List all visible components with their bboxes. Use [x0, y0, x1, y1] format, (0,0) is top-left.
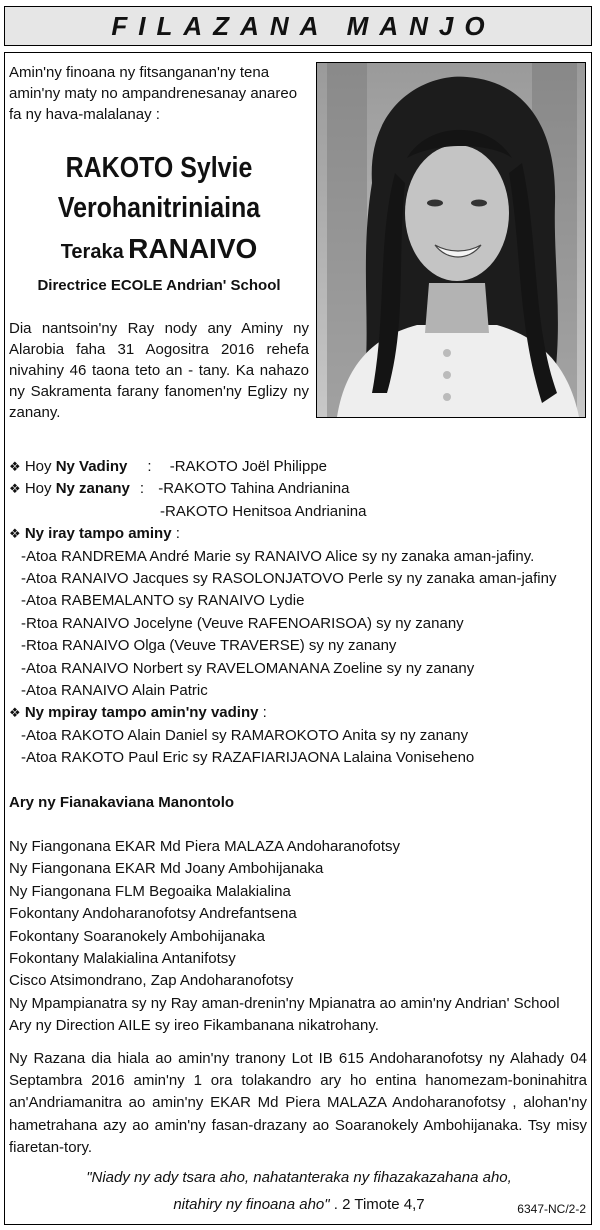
list-item: -Atoa RANAIVO Norbert sy RAVELOMANANA Zoeline sy ny zanany [21, 659, 475, 677]
list-item: Ny Fiangonana EKAR Md Piera MALAZA Andoharanofotsy [9, 838, 401, 855]
death-notice: Dia nantsoin'ny Ray nody any Aminy ny Alarobia faha 31 Aogositra 2016 rehefa nivahiny 46 taona teto an - tany. Ka nahazo ny Sakramenta farany fanomen'ny Eglizy ny zanany. [9, 320, 309, 421]
list-item: -Atoa RAKOTO Alain Daniel sy RAMAROKOTO Anita sy ny zanany [21, 726, 469, 744]
list-item: Fokontany Soaranokely Ambohijanaka [9, 927, 265, 945]
diamond-bullet-icon: ❖ [9, 459, 21, 474]
list-item: Ny Mpampianatra sy ny Ray aman-drenin'ny Mpianatra ao amin'ny Andrian' School [9, 994, 560, 1012]
family-list [9, 456, 589, 770]
zanany-name: -RAKOTO Henitsoa Andrianina [160, 502, 367, 520]
list-item: Cisco Atsimondrano, Zap Andoharanofotsy [9, 972, 294, 990]
zanany-row-2 [9, 501, 589, 523]
quote-line2: nitahiry ny finoana aho" [173, 1196, 330, 1213]
list-item: -Atoa RAKOTO Paul Eric sy RAZAFIARIJAONA Lalaina Voniseheno [21, 749, 475, 767]
teraka-label: Teraka [60, 241, 124, 263]
list-item: -Atoa RANAIVO Alain Patric [21, 682, 208, 700]
list-item: -Rtoa RANAIVO Jocelyne (Veuve RAFENOARISOA) sy ny zanany [21, 614, 464, 632]
list-item: Fokontany Malakialina Antanifotsy [9, 950, 236, 968]
diamond-bullet-icon: ❖ [9, 705, 21, 721]
list-item: Ny Fiangonana EKAR Md Joany Ambohijanaka [9, 860, 324, 878]
quote-line1: "Niady ny ady tsara aho, nahatanteraka ny fihazakazahana aho, [86, 1169, 512, 1186]
bible-quote [9, 1164, 589, 1218]
maiden-name [9, 232, 309, 271]
list-item: Ny Fiangonana FLM Begoaika Malakialina [9, 882, 291, 900]
iray-tampo-heading: ❖ Ny iray tampo aminy : [9, 525, 180, 543]
diamond-bullet-icon: ❖ [9, 526, 21, 542]
diamond-bullet-icon: ❖ [9, 481, 21, 497]
portrait-image [317, 63, 585, 417]
section-title: Ary ny Fianakaviana Manontolo [9, 794, 235, 811]
list-item: Ary ny Direction AILE sy ireo Fikambanana nikatrohany. [9, 1017, 379, 1035]
list-item: Fokontany Andoharanofotsy Andrefantsena [9, 905, 297, 923]
deceased-name-line2: Verohanitriniaina [57, 192, 261, 224]
funeral-notice: Ny Razana dia hiala ao amin'ny tranony Lot IB 615 Andoharanofotsy ny Alahady 04 Septambra 2016 amin'ny 1 ora tolakandro ary ho entina hanomezam-boninahitra an'Andriamanitra ao amin'ny EKAR Md Piera MALAZA Andoharanofotsy , alohan'ny hametrahana azy ao amin'ny fasan-drazany ao Soaranokely Ambohijanaka. Tsy misy fiaretan-tory. [9, 1050, 587, 1156]
org-list [9, 836, 589, 1038]
quote-reference: . 2 Timote 4,7 [333, 1196, 425, 1213]
vadiny-name: -RAKOTO Joël Philippe [169, 458, 328, 475]
zanany-name: -RAKOTO Tahina Andrianina [158, 480, 350, 498]
vadiny-row: ❖ Hoy Ny Vadiny : -RAKOTO Joël Philippe [9, 458, 328, 475]
portrait-photo [316, 62, 586, 418]
header-title: FILAZANA MANJO [111, 11, 496, 41]
list-item: -Atoa RABEMALANTO sy RANAIVO Lydie [21, 592, 305, 610]
mpiray-tampo-heading: ❖ Ny mpiray tampo amin'ny vadiny : [9, 704, 267, 722]
deceased-role: Directrice ECOLE Andrian' School [37, 277, 281, 294]
teraka-name: RANAIVO [128, 233, 258, 264]
ad-code: 6347-NC/2-2 [517, 1202, 586, 1216]
intro-text: Amin'ny finoana ny fitsanganan'ny tena amin'ny maty no ampandrenesanay anareo fa ny hava-malalanay : [9, 64, 298, 123]
list-item: -Rtoa RANAIVO Olga (Veuve TRAVERSE) sy ny zanany [21, 637, 397, 655]
list-item: -Atoa RANAIVO Jacques sy RASOLONJATOVO Perle sy ny zanaka aman-jafiny [21, 570, 557, 588]
deceased-name-line1: RAKOTO Sylvie [65, 152, 253, 184]
list-item: -Atoa RANDREMA André Marie sy RANAIVO Alice sy ny zanaka aman-jafiny. [21, 547, 535, 565]
header-banner [4, 6, 592, 46]
zanany-row: ❖ Hoy Ny zanany : -RAKOTO Tahina Andrianina [9, 480, 350, 498]
